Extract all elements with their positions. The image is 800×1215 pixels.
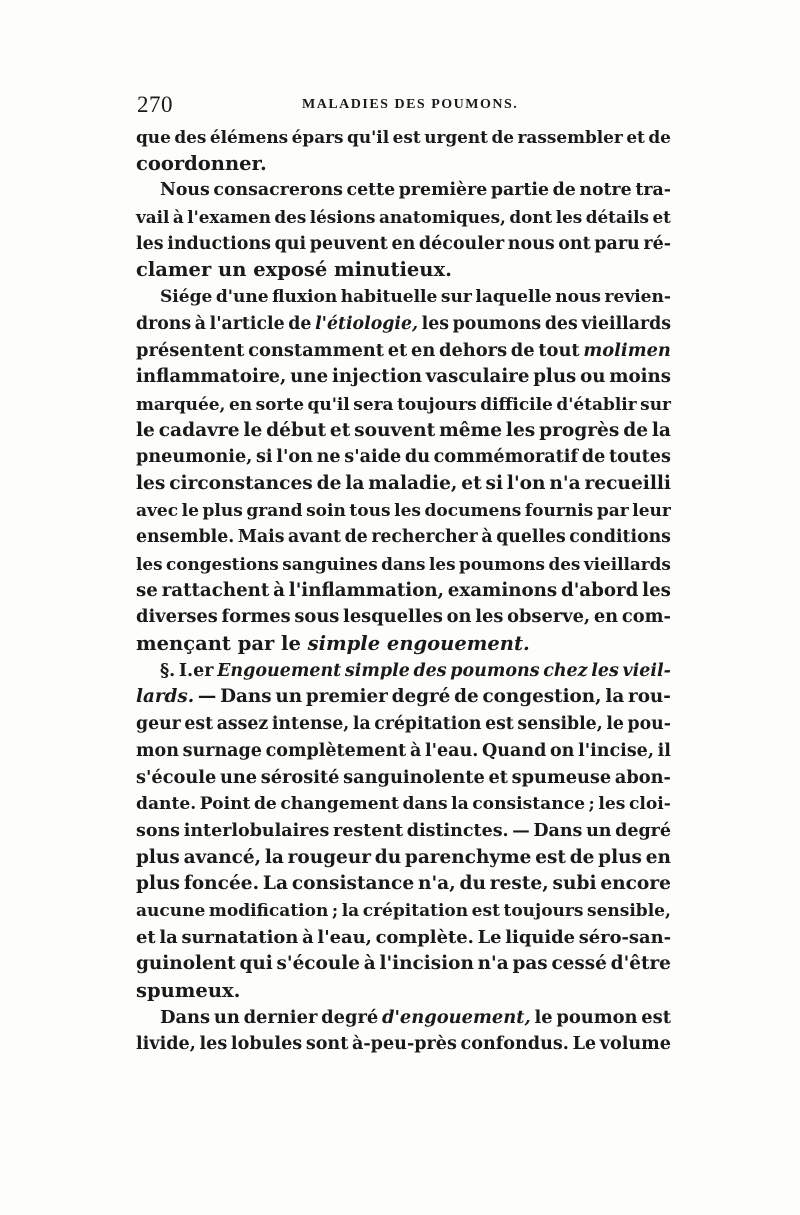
text-line: marquée, en sorte qu'il sera toujours difficile d'établir sur [136,393,671,414]
text-line: avec le plus grand soin tous les documens fournis par leur [136,500,671,521]
body-text [136,124,671,1058]
text-line: que des élémens épars qu'il est urgent de rassembler et de [136,127,671,147]
text-line: mençant par le simple engouement. [136,632,530,656]
text-line: les congestions sanguines dans les poumons des vieillards [136,554,671,574]
text-line: le cadavre le début et souvent même les progrès de la [136,419,671,441]
text-line: livide, les lobules sont à-peu-près confondus. Le volume [136,1033,671,1055]
text-line: spumeux. [136,979,241,1002]
page-number: 270 [137,92,173,117]
page-header [137,92,667,122]
text-line: plus avancé, la rougeur du parenchyme est de plus en [136,846,671,868]
text-line: dante. Point de changement dans la consistance ; les cloi- [136,794,671,815]
text-line: aucune modification ; la crépitation est toujours sensible, [136,900,671,921]
text-line: geur est assez intense, la crépitation est sensible, le pou- [136,714,671,735]
text-line: vail à l'examen des lésions anatomiques, dont les détails et [136,207,671,228]
text-line: clamer un exposé minutieux. [136,258,452,282]
text-line: les circonstances de la maladie, et si l'on n'a recueilli [136,472,671,494]
text-line: et la surnatation à l'eau, complète. Le liquide séro-san- [136,926,671,948]
text-line: pneumonie, si l'on ne s'aide du commémoratif de toutes [136,446,671,468]
text-line: Dans un dernier degré d'engouement, le poumon est [160,1006,671,1028]
text-line: Nous consacrerons cette première partie de notre tra- [160,180,671,201]
text-line: drons à l'article de l'étiologie, les poumons des vieillards [136,313,671,334]
text-line: présentent constamment et en dehors de tout molimen [136,339,671,361]
text-line: diverses formes sous lesquelles on les observe, en com- [136,606,671,628]
text-line: guinolent qui s'écoule à l'incision n'a pas cessé d'être [136,953,671,975]
text-line: lards. — Dans un premier degré de congestion, la rou- [136,686,671,708]
text-line: les inductions qui peuvent en découler nous ont paru ré- [136,233,671,254]
text-line: coordonner. [136,151,267,175]
text-line: §. I.er Engouement simple des poumons chez les vieil- [160,660,671,681]
text-line: plus foncée. La consistance n'a, du reste, subi encore [136,873,671,895]
text-line: ensemble. Mais avant de rechercher à quelles conditions [136,527,671,548]
text-line: s'écoule une sérosité sanguinolente et spumeuse abon- [136,766,671,788]
text-line: Siége d'une fluxion habituelle sur laquelle nous revien- [160,287,671,308]
text-line: se rattachent à l'inflammation, examinons d'abord les [136,579,671,601]
running-head: MALADIES DES POUMONS. [302,97,519,112]
text-line: inflammatoire, une injection vasculaire plus ou moins [136,366,671,388]
text-line: sons interlobulaires restent distinctes. — Dans un degré [136,820,671,841]
text-line: mon surnage complètement à l'eau. Quand on l'incise, il [136,740,671,761]
